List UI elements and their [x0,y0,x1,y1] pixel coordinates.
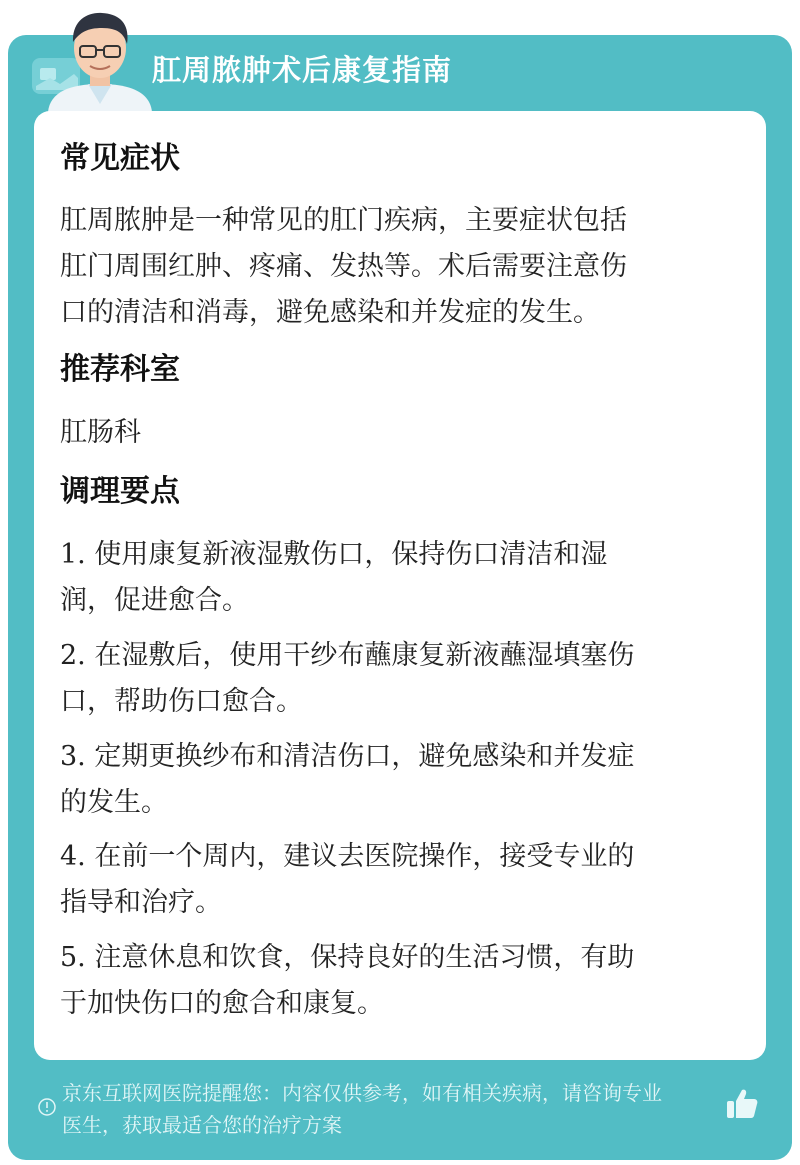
care-item-text: 口，帮助伤口愈合。 [60,686,303,717]
care-item-text: 在前一个周内，建议去医院操作，接受专业的 [94,841,635,872]
care-item-number: 5. [60,942,86,973]
page-title: 肛周脓肿术后康复指南 [152,53,453,87]
disclaimer [62,1077,742,1141]
info-icon [37,1097,57,1117]
symptoms-line: 口的清洁和消毒，避免感染和并发症的发生。 [60,297,600,328]
doctor-avatar [40,8,160,112]
care-item-text: 润，促进愈合。 [60,585,249,616]
care-item [60,734,740,826]
section-title-symptoms: 常见症状 [60,141,180,176]
section-title-department: 推荐科室 [60,352,180,387]
thumbs-up-icon[interactable] [724,1086,760,1122]
department-text [60,410,740,456]
symptoms-line: 肛门周围红肿、疼痛、发热等。术后需要注意伤 [60,251,627,282]
care-item [60,532,740,624]
care-item-text: 指导和治疗。 [60,887,222,918]
care-item-number: 2. [60,640,86,671]
care-item-text: 注意休息和饮食，保持良好的生活习惯，有助 [94,942,635,973]
disclaimer-line: 医生，获取最适合您的治疗方案 [62,1113,342,1137]
care-item-text: 于加快伤口的愈合和康复。 [60,988,384,1019]
disclaimer-line: 京东互联网医院提醒您：内容仅供参考，如有相关疾病，请咨询专业 [62,1081,662,1105]
care-item-number: 4. [60,841,86,872]
symptoms-line: 肛周脓肿是一种常见的肛门疾病，主要症状包括 [60,205,627,236]
care-item [60,935,740,1027]
care-item-text: 在湿敷后，使用干纱布蘸康复新液蘸湿填塞伤 [94,640,635,671]
section-title-care: 调理要点 [60,474,180,509]
symptoms-text [60,198,740,336]
care-item-text: 定期更换纱布和清洁伤口，避免感染和并发症 [94,741,635,772]
care-item-text: 使用康复新液湿敷伤口，保持伤口清洁和湿 [94,539,608,570]
department-value: 肛肠科 [60,417,141,448]
care-item [60,633,740,725]
care-item-text: 的发生。 [60,787,168,818]
care-item-number: 3. [60,741,86,772]
care-item-number: 1. [60,539,86,570]
care-item [60,834,740,926]
